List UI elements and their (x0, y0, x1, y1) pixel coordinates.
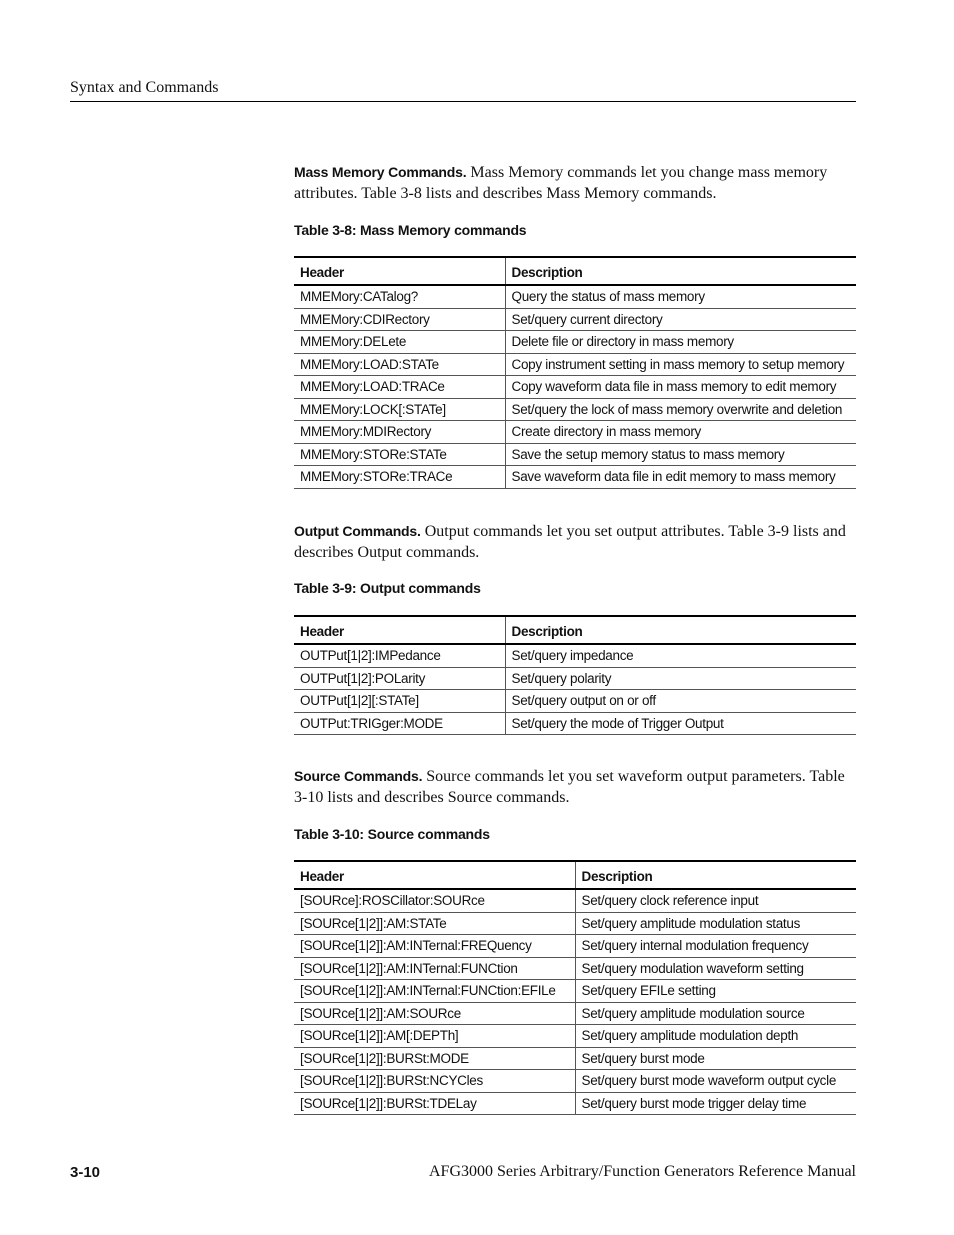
column-header-header: Header (294, 616, 505, 644)
command-header-cell: [SOURce[1|2]]:AM:INTernal:FREQuency (294, 935, 575, 958)
table-row (294, 466, 856, 489)
command-description-cell: Save the setup memory status to mass memory (505, 443, 856, 466)
table-header-row (294, 861, 856, 889)
command-header-cell: [SOURce[1|2]]:BURSt:TDELay (294, 1092, 575, 1115)
table-row (294, 1092, 856, 1115)
command-description-cell: Set/query burst mode waveform output cycle (575, 1070, 856, 1093)
source-paragraph (294, 766, 856, 808)
output-table-wrap (294, 615, 856, 735)
table-row (294, 912, 856, 935)
table-row (294, 935, 856, 958)
table-row (294, 667, 856, 690)
command-header-cell: OUTPut[1|2]:IMPedance (294, 644, 505, 667)
output-lead: Output Commands. (294, 523, 421, 539)
command-description-cell: Set/query modulation waveform setting (575, 957, 856, 980)
page-number: 3-10 (70, 1164, 101, 1181)
running-head: Syntax and Commands (70, 79, 219, 96)
source-section (294, 766, 856, 808)
command-header-cell: MMEMory:DELete (294, 331, 505, 354)
command-header-cell: OUTPut[1|2]:POLarity (294, 667, 505, 690)
command-description-cell: Set/query amplitude modulation status (575, 912, 856, 935)
command-description-cell: Copy instrument setting in mass memory to setup memory (505, 353, 856, 376)
header-rule (70, 101, 856, 102)
command-description-cell: Set/query EFILe setting (575, 980, 856, 1003)
table-row (294, 690, 856, 713)
command-description-cell: Set/query the mode of Trigger Output (505, 712, 856, 735)
table-row (294, 443, 856, 466)
command-description-cell: Set/query the lock of mass memory overwrite and deletion (505, 398, 856, 421)
column-header-header: Header (294, 257, 505, 285)
output-caption-wrap (294, 580, 856, 596)
command-description-cell: Set/query impedance (505, 644, 856, 667)
table-row (294, 353, 856, 376)
mass-memory-caption-wrap (294, 222, 856, 238)
command-header-cell: MMEMory:MDIRectory (294, 421, 505, 444)
table-row (294, 1047, 856, 1070)
command-description-cell: Delete file or directory in mass memory (505, 331, 856, 354)
mass-memory-table (294, 256, 856, 489)
command-description-cell: Set/query internal modulation frequency (575, 935, 856, 958)
source-lead: Source Commands. (294, 768, 423, 784)
source-table (294, 860, 856, 1115)
command-header-cell: [SOURce[1|2]]:BURSt:MODE (294, 1047, 575, 1070)
command-header-cell: MMEMory:STORe:TRACe (294, 466, 505, 489)
command-header-cell: MMEMory:LOAD:STATe (294, 353, 505, 376)
source-caption: Table 3-10: Source commands (294, 826, 490, 842)
command-header-cell: [SOURce[1|2]]:AM:INTernal:FUNCtion:EFILe (294, 980, 575, 1003)
table-row (294, 1002, 856, 1025)
table-row (294, 889, 856, 912)
command-description-cell: Set/query burst mode (575, 1047, 856, 1070)
column-header-description: Description (505, 616, 856, 644)
command-header-cell: OUTPut:TRIGger:MODE (294, 712, 505, 735)
table-row (294, 957, 856, 980)
command-header-cell: [SOURce[1|2]]:AM:STATe (294, 912, 575, 935)
column-header-description: Description (575, 861, 856, 889)
table-row (294, 285, 856, 308)
table-row (294, 1025, 856, 1048)
command-header-cell: MMEMory:CATalog? (294, 285, 505, 308)
mass-memory-table-wrap (294, 256, 856, 489)
command-description-cell: Set/query current directory (505, 308, 856, 331)
mass-memory-lead: Mass Memory Commands. (294, 164, 467, 180)
source-caption-wrap (294, 826, 856, 842)
command-header-cell: [SOURce[1|2]]:BURSt:NCYCles (294, 1070, 575, 1093)
source-text: Source commands let you set waveform output parameters. Table 3-10 lists and describes Source commands. (294, 768, 845, 806)
table-row (294, 1070, 856, 1093)
command-header-cell: [SOURce[1|2]]:AM:SOURce (294, 1002, 575, 1025)
column-header-description: Description (505, 257, 856, 285)
table-row (294, 331, 856, 354)
command-header-cell: MMEMory:STORe:STATe (294, 443, 505, 466)
table-row (294, 376, 856, 399)
command-header-cell: OUTPut[1|2][:STATe] (294, 690, 505, 713)
command-header-cell: MMEMory:LOCK[:STATe] (294, 398, 505, 421)
command-header-cell: [SOURce[1|2]]:AM:INTernal:FUNCtion (294, 957, 575, 980)
output-text: Output commands let you set output attributes. Table 3-9 lists and describes Output commands. (294, 523, 846, 561)
mass-memory-text: Mass Memory commands let you change mass memory attributes. Table 3-8 lists and describes Mass Memory commands. (294, 164, 828, 202)
manual-title: AFG3000 Series Arbitrary/Function Generators Reference Manual (429, 1163, 856, 1180)
column-header-header: Header (294, 861, 575, 889)
output-paragraph (294, 521, 856, 563)
output-section (294, 521, 856, 563)
command-description-cell: Set/query clock reference input (575, 889, 856, 912)
command-header-cell: [SOURce[1|2]]:AM[:DEPTh] (294, 1025, 575, 1048)
command-description-cell: Copy waveform data file in mass memory to edit memory (505, 376, 856, 399)
command-header-cell: [SOURce]:ROSCillator:SOURce (294, 889, 575, 912)
source-table-wrap (294, 860, 856, 1115)
table-row (294, 308, 856, 331)
table-row (294, 644, 856, 667)
command-description-cell: Create directory in mass memory (505, 421, 856, 444)
command-description-cell: Set/query amplitude modulation depth (575, 1025, 856, 1048)
command-description-cell: Set/query burst mode trigger delay time (575, 1092, 856, 1115)
command-header-cell: MMEMory:LOAD:TRACe (294, 376, 505, 399)
command-description-cell: Save waveform data file in edit memory to mass memory (505, 466, 856, 489)
command-header-cell: MMEMory:CDIRectory (294, 308, 505, 331)
output-table (294, 615, 856, 735)
command-description-cell: Set/query amplitude modulation source (575, 1002, 856, 1025)
command-description-cell: Query the status of mass memory (505, 285, 856, 308)
command-description-cell: Set/query output on or off (505, 690, 856, 713)
table-row (294, 980, 856, 1003)
table-header-row (294, 616, 856, 644)
command-description-cell: Set/query polarity (505, 667, 856, 690)
mass-memory-paragraph (294, 162, 856, 204)
table-row (294, 421, 856, 444)
output-caption: Table 3-9: Output commands (294, 580, 481, 596)
table-header-row (294, 257, 856, 285)
mass-memory-caption: Table 3-8: Mass Memory commands (294, 222, 527, 238)
table-row (294, 712, 856, 735)
mass-memory-section (294, 162, 856, 204)
table-row (294, 398, 856, 421)
